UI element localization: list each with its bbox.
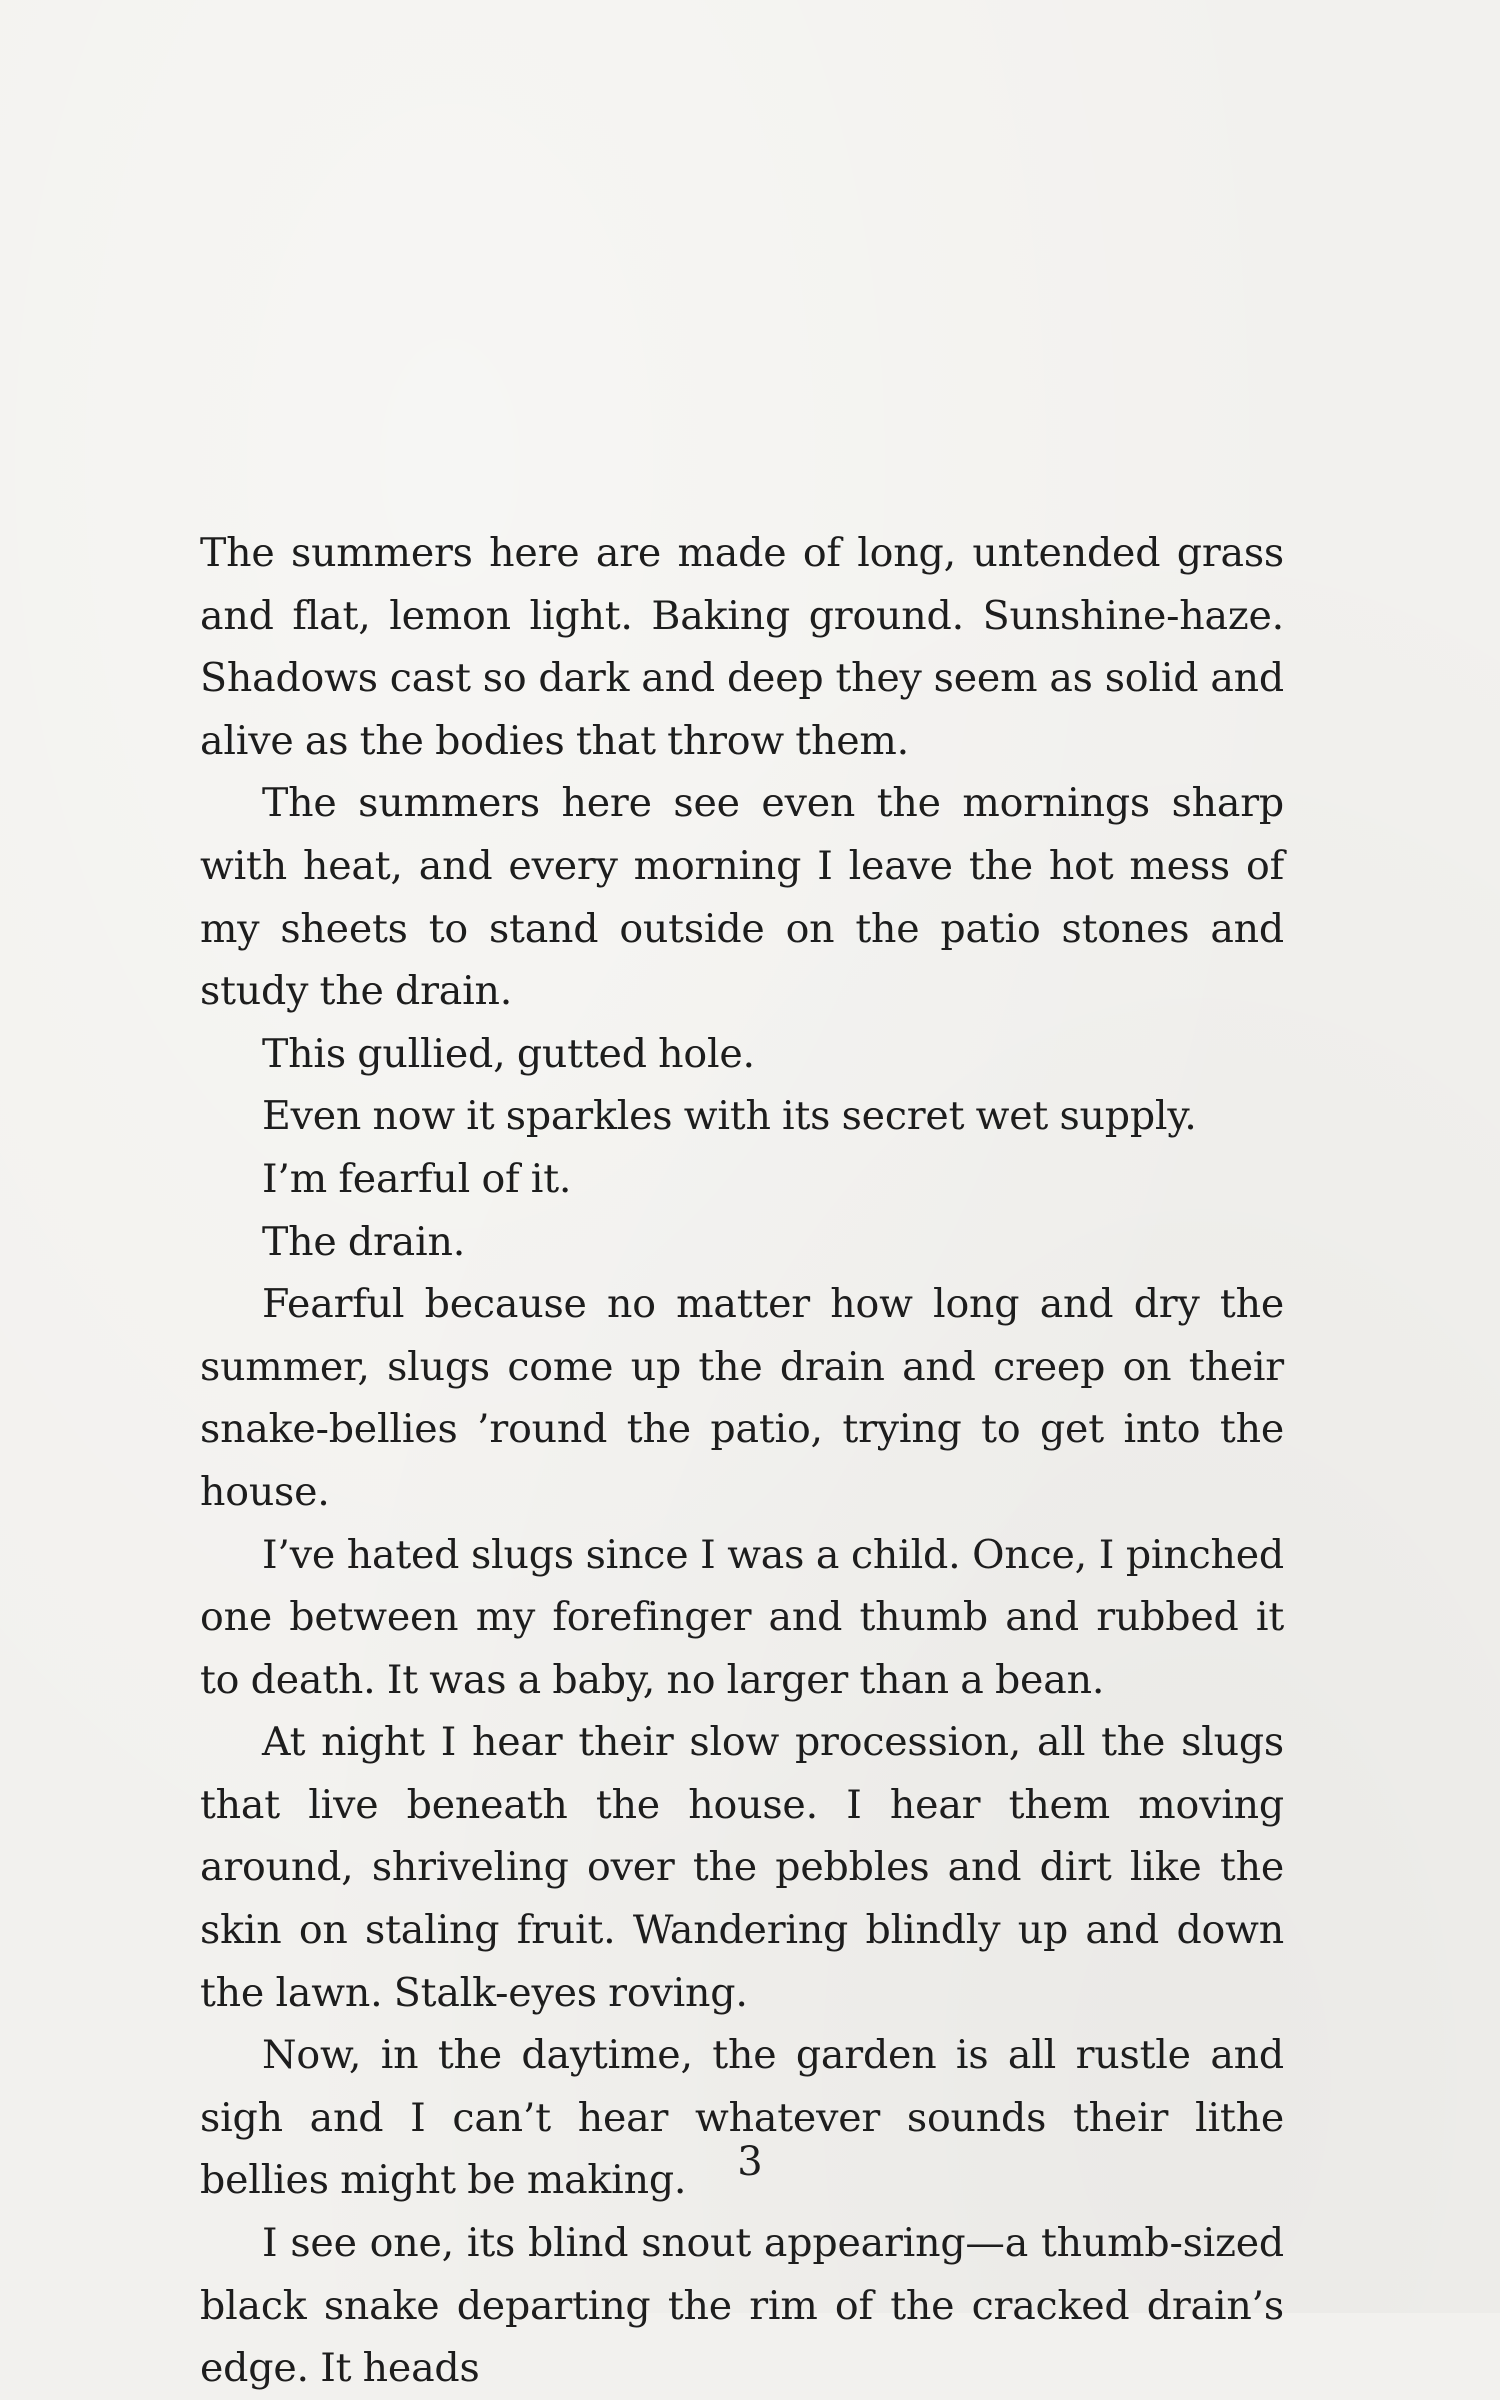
paragraph: The drain. bbox=[262, 1218, 466, 1265]
paragraph: I’m fearful of it. bbox=[262, 1155, 572, 1202]
paragraph: Even now it sparkles with its secret wet supply. bbox=[262, 1093, 1197, 1140]
body-text bbox=[200, 522, 1284, 2400]
paragraph: At night I hear their slow procession, all the slugs that live beneath the house. I hear them moving around, shriveling over the pebbles and dirt like the skin on staling fruit. Wandering blindly up and down the lawn. Stalk-eyes roving. bbox=[200, 1719, 1284, 2016]
paragraph: I see one, its blind snout appearing—a thumb-sized black snake departing the rim of the cracked drain’s edge. It heads bbox=[200, 2220, 1284, 2392]
paragraph: I’ve hated slugs since I was a child. Once, I pinched one between my forefinger and thumb and rubbed it to death. It was a baby, no larger than a bean. bbox=[200, 1531, 1284, 1703]
page-number: 3 bbox=[737, 2139, 763, 2185]
paragraph: The summers here see even the mornings sharp with heat, and every morning I leave the hot mess of my sheets to stand outside on the patio stones and study the drain. bbox=[200, 780, 1284, 1015]
paragraph: Fearful because no matter how long and dry the summer, slugs come up the drain and creep on their snake-bellies ’round the patio, trying to get into the house. bbox=[200, 1281, 1284, 1515]
reverse-side-bleed-through bbox=[200, 110, 1300, 482]
paragraph: The summers here are made of long, untended grass and flat, lemon light. Baking ground. Sunshine-haze. Shadows cast so dark and deep they seem as solid and alive as the bodies that throw them. bbox=[200, 530, 1284, 764]
paragraph: This gullied, gutted hole. bbox=[262, 1030, 755, 1077]
paragraph: Now, in the daytime, the garden is all rustle and sigh and I can’t hear whatever sounds their lithe bellies might be making. bbox=[200, 2032, 1284, 2204]
